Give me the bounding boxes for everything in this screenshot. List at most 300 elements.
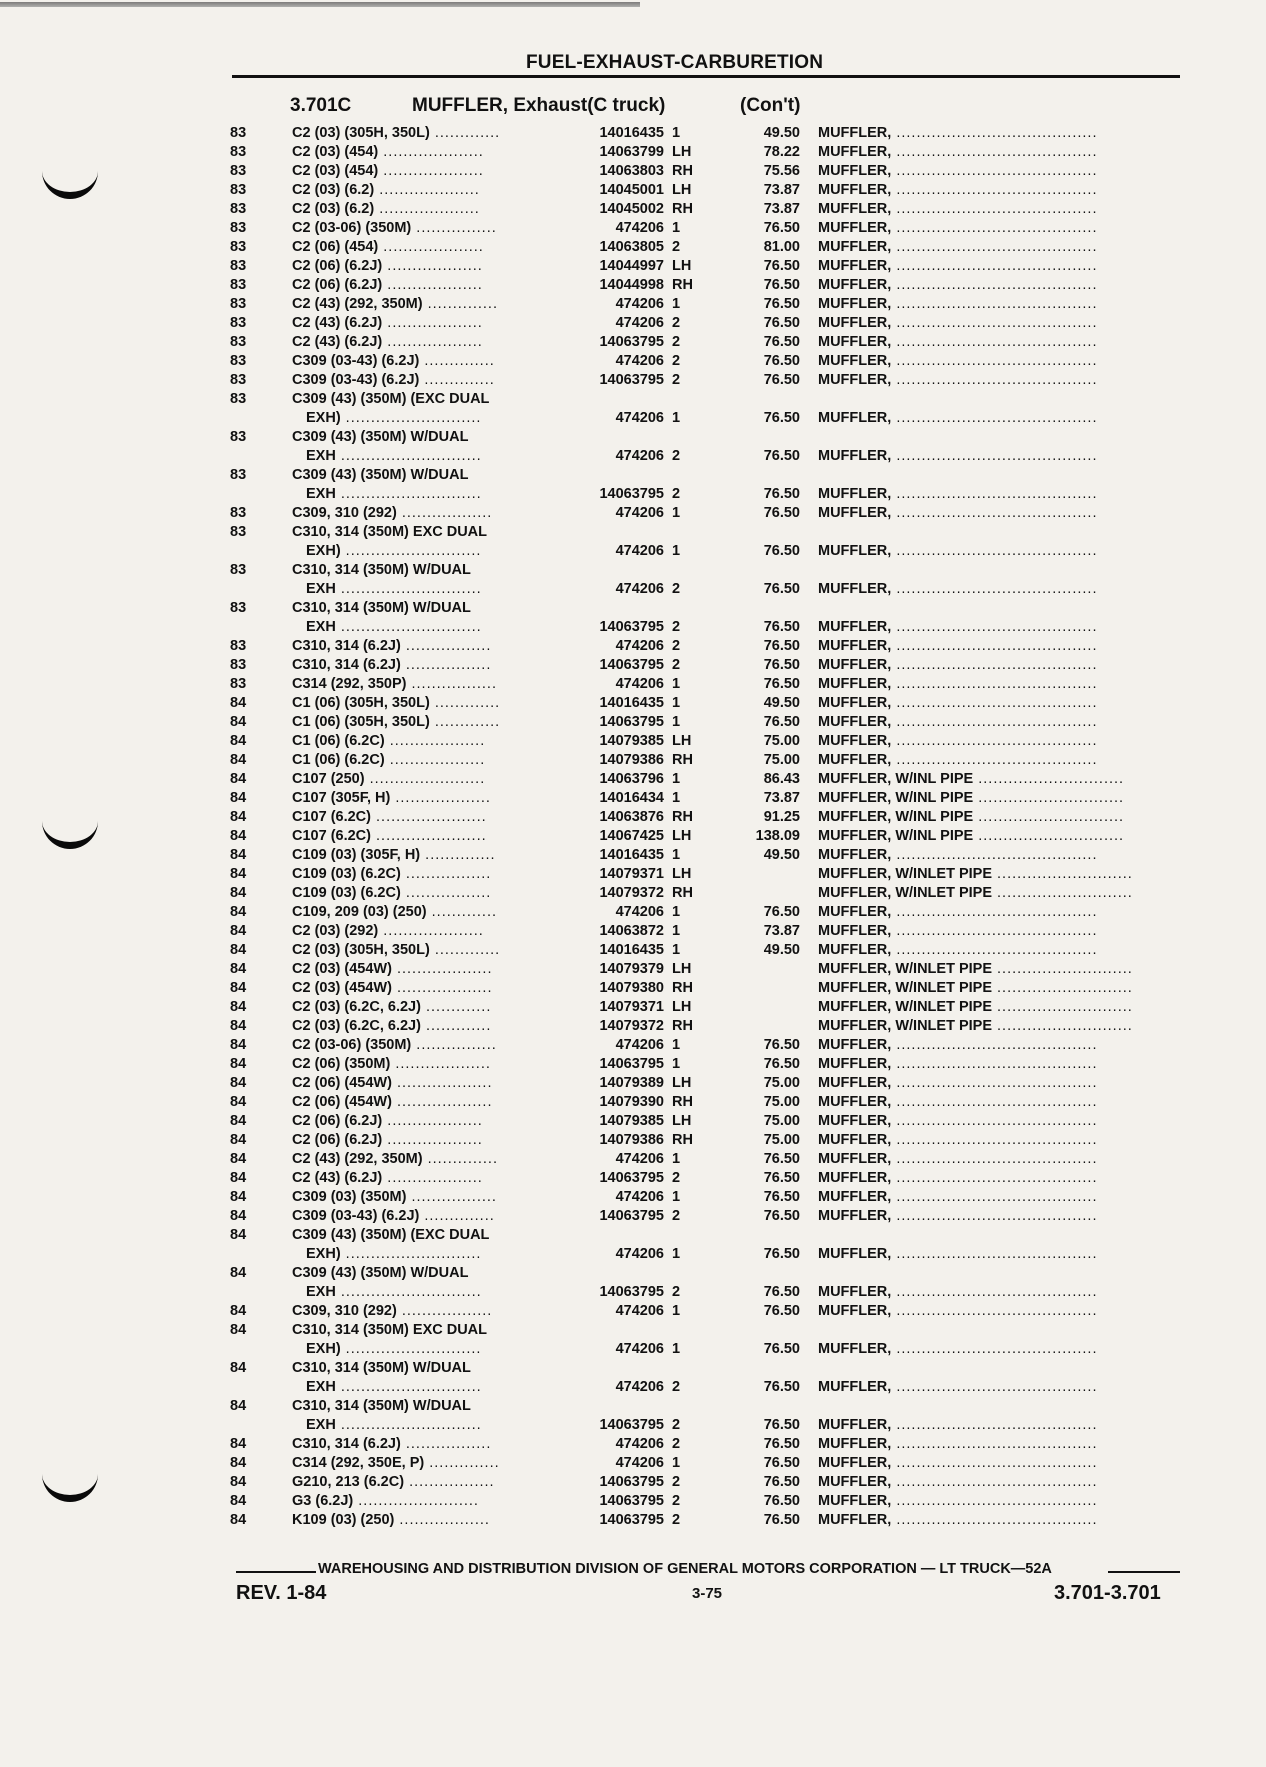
quantity: 1	[672, 543, 681, 559]
table-row	[0, 770, 1266, 789]
figure-number: 83	[230, 467, 247, 483]
figure-number: 84	[230, 809, 247, 825]
quantity: RH	[672, 980, 693, 996]
price: 76.50	[763, 1436, 800, 1452]
description: C2 (06) (454W) ...................	[292, 1094, 493, 1110]
table-row	[0, 1112, 1266, 1131]
description: C2 (03-06) (350M) ................	[292, 1037, 497, 1053]
description-line-1: C310, 314 (350M) EXC DUAL	[292, 524, 488, 540]
part-number: 14079380	[599, 980, 664, 996]
leader-dots: ........................................	[891, 714, 1098, 730]
quantity: 1	[672, 1037, 681, 1053]
part-number: 14016434	[599, 790, 664, 806]
part-name: MUFFLER, ........................................	[818, 1170, 1098, 1186]
description: C109 (03) (305F, H) ..............	[292, 847, 496, 863]
quantity: LH	[672, 1075, 692, 1091]
leader-dots: ..............	[424, 1455, 500, 1471]
part-number: 474206	[615, 1189, 664, 1205]
quantity: 1	[672, 904, 681, 920]
price: 49.50	[763, 942, 800, 958]
price: 76.50	[763, 1379, 800, 1395]
description: C2 (43) (292, 350M) ..............	[292, 1151, 498, 1167]
leader-dots: ........................................	[891, 1037, 1098, 1053]
leader-dots: ....................	[378, 239, 484, 255]
part-number: 14079372	[599, 1018, 664, 1034]
quantity: RH	[672, 1094, 693, 1110]
part-number: 14063805	[599, 239, 664, 255]
part-name: MUFFLER, ........................................	[818, 1151, 1098, 1167]
table-row	[0, 504, 1266, 523]
price: 76.50	[763, 448, 800, 464]
price: 76.50	[763, 372, 800, 388]
part-name: MUFFLER, ........................................	[818, 1303, 1098, 1319]
leader-dots: ...........................	[340, 1341, 482, 1357]
figure-number: 84	[230, 885, 247, 901]
part-number: 14063795	[599, 1493, 664, 1509]
leader-dots: ............................	[335, 1379, 482, 1395]
table-row	[0, 352, 1266, 371]
figure-number: 84	[230, 980, 247, 996]
quantity: 1	[672, 714, 681, 730]
group-title: MUFFLER, Exhaust(C truck)	[412, 95, 666, 116]
quantity: RH	[672, 809, 693, 825]
part-number: 474206	[615, 353, 664, 369]
part-number: 14063796	[599, 771, 664, 787]
part-name: MUFFLER, ........................................	[818, 1436, 1098, 1452]
footer-rule-right	[1108, 1571, 1180, 1573]
leader-dots: ........................................	[891, 334, 1098, 350]
figure-number: 84	[230, 1208, 247, 1224]
quantity: 2	[672, 619, 681, 635]
leader-dots: ........................................	[891, 1075, 1098, 1091]
price: 75.00	[763, 1075, 800, 1091]
quantity: 1	[672, 410, 681, 426]
table-row	[0, 1150, 1266, 1169]
section-range: 3.701-3.701	[1054, 1582, 1161, 1604]
part-number: 14063795	[599, 657, 664, 673]
price: 76.50	[763, 676, 800, 692]
part-number: 14063795	[599, 1170, 664, 1186]
description: C2 (03) (454W) ...................	[292, 961, 493, 977]
table-row	[0, 922, 1266, 941]
leader-dots: ...........................	[992, 980, 1133, 996]
figure-number: 83	[230, 372, 247, 388]
continued-label: (Con't)	[740, 95, 801, 116]
part-name: MUFFLER, ........................................	[818, 1246, 1098, 1262]
table-row	[0, 979, 1266, 998]
leader-dots: ........................................	[891, 239, 1098, 255]
price: 76.50	[763, 1037, 800, 1053]
figure-number: 83	[230, 201, 247, 217]
description: C309 (03-43) (6.2J) ..............	[292, 372, 495, 388]
leader-dots: .................	[400, 885, 492, 901]
leader-dots: ........................................	[891, 581, 1098, 597]
table-row	[0, 1454, 1266, 1473]
quantity: RH	[672, 277, 693, 293]
description-line-1: C310, 314 (350M) EXC DUAL	[292, 1322, 488, 1338]
leader-dots: ....................	[374, 182, 480, 198]
price: 76.50	[763, 1151, 800, 1167]
table-row	[0, 789, 1266, 808]
quantity: LH	[672, 258, 692, 274]
price: 75.00	[763, 752, 800, 768]
part-name: MUFFLER, ........................................	[818, 543, 1098, 559]
quantity: LH	[672, 182, 692, 198]
leader-dots: ........................................	[891, 1512, 1098, 1528]
leader-dots: .................	[406, 676, 497, 692]
leader-dots: ........................................	[891, 486, 1098, 502]
description: C309, 310 (292) ..................	[292, 1303, 493, 1319]
leader-dots: ........................................	[891, 1341, 1098, 1357]
part-name: MUFFLER, ........................................	[818, 163, 1098, 179]
part-number: 14044997	[599, 258, 664, 274]
part-number: 474206	[615, 448, 664, 464]
footer-division: WAREHOUSING AND DISTRIBUTION DIVISION OF GENERAL MOTORS CORPORATION — LT TRUCK—52A	[318, 1561, 1052, 1577]
quantity: 2	[672, 448, 681, 464]
description: EXH) ...........................	[306, 1341, 482, 1357]
figure-number: 84	[230, 1322, 247, 1338]
part-name: MUFFLER, ........................................	[818, 220, 1098, 236]
leader-dots: ..............	[420, 847, 496, 863]
quantity: 2	[672, 1436, 681, 1452]
price: 49.50	[763, 125, 800, 141]
description: EXH) ...........................	[306, 543, 482, 559]
leader-dots: ........................................	[891, 258, 1098, 274]
quantity: 2	[672, 1208, 681, 1224]
leader-dots: ........................................	[891, 410, 1098, 426]
description: C2 (03-06) (350M) ................	[292, 220, 497, 236]
figure-number: 84	[230, 923, 247, 939]
price: 76.50	[763, 1474, 800, 1490]
quantity: RH	[672, 1132, 693, 1148]
leader-dots: .................	[400, 866, 492, 882]
part-number: 474206	[615, 220, 664, 236]
table-row	[0, 219, 1266, 238]
table-row	[0, 903, 1266, 922]
part-name: MUFFLER, ........................................	[818, 1075, 1098, 1091]
description: C2 (03) (305H, 350L) .............	[292, 125, 501, 141]
description-line-1: C310, 314 (350M) W/DUAL	[292, 1398, 471, 1414]
figure-number: 84	[230, 1094, 247, 1110]
price: 76.50	[763, 1170, 800, 1186]
quantity: 2	[672, 581, 681, 597]
part-number: 14016435	[599, 695, 664, 711]
description: C309 (03-43) (6.2J) ..............	[292, 353, 495, 369]
figure-number: 84	[230, 1436, 247, 1452]
leader-dots: ..............	[419, 372, 495, 388]
table-row	[0, 1302, 1266, 1321]
price: 76.50	[763, 1246, 800, 1262]
leader-dots: ........................................	[891, 1455, 1098, 1471]
quantity: LH	[672, 144, 692, 160]
quantity: 1	[672, 847, 681, 863]
description: C309 (03-43) (6.2J) ..............	[292, 1208, 495, 1224]
part-name: MUFFLER, ........................................	[818, 125, 1098, 141]
part-number: 474206	[615, 1246, 664, 1262]
quantity: 2	[672, 638, 681, 654]
part-number: 14063795	[599, 334, 664, 350]
description: C109 (03) (6.2C) .................	[292, 866, 492, 882]
table-row	[0, 865, 1266, 884]
description: C309, 310 (292) ..................	[292, 505, 493, 521]
leader-dots: ...........................	[992, 866, 1133, 882]
description: C2 (06) (6.2J) ...................	[292, 1113, 483, 1129]
price: 75.00	[763, 733, 800, 749]
leader-dots: ...................	[390, 790, 491, 806]
leader-dots: .................	[404, 1474, 495, 1490]
quantity: 2	[672, 239, 681, 255]
quantity: 1	[672, 1151, 681, 1167]
part-name: MUFFLER, ........................................	[818, 1132, 1098, 1148]
price: 76.50	[763, 1303, 800, 1319]
table-row	[0, 960, 1266, 979]
quantity: RH	[672, 201, 693, 217]
quantity: 2	[672, 657, 681, 673]
leader-dots: ........................................	[891, 733, 1098, 749]
figure-number: 84	[230, 733, 247, 749]
description-line-1: C309 (43) (350M) W/DUAL	[292, 467, 469, 483]
leader-dots: ........................................	[891, 1208, 1098, 1224]
leader-dots: .................	[400, 638, 492, 654]
leader-dots: ............................	[335, 619, 482, 635]
table-row	[0, 276, 1266, 295]
leader-dots: ..................	[396, 505, 493, 521]
part-name: MUFFLER, ........................................	[818, 296, 1098, 312]
price: 76.50	[763, 904, 800, 920]
figure-number: 83	[230, 220, 247, 236]
price: 76.50	[763, 486, 800, 502]
quantity: 1	[672, 923, 681, 939]
quantity: 1	[672, 505, 681, 521]
figure-number: 84	[230, 828, 247, 844]
quantity: RH	[672, 1018, 693, 1034]
price: 76.50	[763, 714, 800, 730]
figure-number: 84	[230, 1189, 247, 1205]
description: C2 (06) (6.2J) ...................	[292, 277, 483, 293]
part-name: MUFFLER, ........................................	[818, 505, 1098, 521]
part-number: 474206	[615, 1455, 664, 1471]
part-number: 14079371	[599, 999, 664, 1015]
quantity: RH	[672, 163, 693, 179]
description: C1 (06) (305H, 350L) .............	[292, 695, 501, 711]
table-row	[0, 941, 1266, 960]
description: C2 (43) (6.2J) ...................	[292, 315, 483, 331]
leader-dots: ...................	[382, 277, 483, 293]
leader-dots: ................	[411, 1037, 497, 1053]
leader-dots: ........................................	[891, 296, 1098, 312]
leader-dots: ....................	[378, 923, 484, 939]
table-row	[0, 561, 1266, 599]
price: 75.00	[763, 1113, 800, 1129]
leader-dots: ........................................	[891, 1056, 1098, 1072]
part-number: 14063795	[599, 372, 664, 388]
part-name: MUFFLER, ........................................	[818, 353, 1098, 369]
leader-dots: ........................................	[891, 1189, 1098, 1205]
part-number: 474206	[615, 1151, 664, 1167]
part-name: MUFFLER, ........................................	[818, 334, 1098, 350]
price: 138.09	[755, 828, 800, 844]
figure-number: 84	[230, 1455, 247, 1471]
leader-dots: ...................	[382, 315, 483, 331]
part-name: MUFFLER, ........................................	[818, 638, 1098, 654]
part-number: 474206	[615, 1303, 664, 1319]
figure-number: 84	[230, 695, 247, 711]
part-number: 14063795	[599, 1474, 664, 1490]
part-number: 14063795	[599, 619, 664, 635]
leader-dots: ......................	[370, 809, 487, 825]
description-line-1: C309 (43) (350M) (EXC DUAL	[292, 391, 490, 407]
leader-dots: ........................................	[891, 1493, 1098, 1509]
price: 81.00	[763, 239, 800, 255]
part-name: MUFFLER, ........................................	[818, 315, 1098, 331]
quantity: LH	[672, 999, 692, 1015]
leader-dots: ........................................	[891, 1436, 1098, 1452]
figure-number: 84	[230, 999, 247, 1015]
description: C2 (43) (6.2J) ...................	[292, 1170, 483, 1186]
quantity: 1	[672, 790, 681, 806]
part-name: MUFFLER, ........................................	[818, 1113, 1098, 1129]
leader-dots: ........................	[353, 1493, 479, 1509]
figure-number: 84	[230, 1303, 247, 1319]
description: C314 (292, 350P) .................	[292, 676, 497, 692]
price: 76.50	[763, 277, 800, 293]
quantity: 2	[672, 353, 681, 369]
leader-dots: ............................	[335, 1284, 482, 1300]
parts-list	[0, 124, 1266, 1530]
leader-dots: ........................................	[891, 201, 1098, 217]
leader-dots: ........................................	[891, 448, 1098, 464]
leader-dots: ........................................	[891, 1379, 1098, 1395]
description: C2 (03) (454) ....................	[292, 144, 484, 160]
table-row	[0, 808, 1266, 827]
part-number: 474206	[615, 505, 664, 521]
table-row	[0, 675, 1266, 694]
page-number: 3-75	[692, 1585, 723, 1602]
leader-dots: ........................................	[891, 619, 1098, 635]
leader-dots: ........................................	[891, 125, 1098, 141]
description: C2 (03) (454) ....................	[292, 163, 484, 179]
leader-dots: .............................	[973, 790, 1125, 806]
leader-dots: ........................................	[891, 220, 1098, 236]
description-line-1: C309 (43) (350M) W/DUAL	[292, 1265, 469, 1281]
description: EXH ............................	[306, 1379, 482, 1395]
table-row	[0, 1397, 1266, 1435]
price: 76.50	[763, 296, 800, 312]
figure-number: 84	[230, 1132, 247, 1148]
part-number: 474206	[615, 1037, 664, 1053]
leader-dots: ...........................	[992, 885, 1133, 901]
part-number: 14067425	[599, 828, 664, 844]
leader-dots: ........................................	[891, 847, 1098, 863]
part-number: 14079389	[599, 1075, 664, 1091]
price: 76.50	[763, 657, 800, 673]
part-number: 14079385	[599, 1113, 664, 1129]
price: 76.50	[763, 638, 800, 654]
leader-dots: .............................	[973, 828, 1125, 844]
quantity: 2	[672, 1170, 681, 1186]
part-number: 474206	[615, 1379, 664, 1395]
figure-number: 84	[230, 1037, 247, 1053]
leader-dots: ...........................	[340, 410, 482, 426]
price: 73.87	[763, 182, 800, 198]
figure-number: 84	[230, 904, 247, 920]
part-name: MUFFLER, W/INLET PIPE ...........................	[818, 961, 1133, 977]
description: C2 (03) (454W) ...................	[292, 980, 493, 996]
quantity: 1	[672, 771, 681, 787]
table-row	[0, 1264, 1266, 1302]
price: 78.22	[763, 144, 800, 160]
leader-dots: ...........................	[992, 961, 1133, 977]
part-name: MUFFLER, W/INLET PIPE ...........................	[818, 1018, 1133, 1034]
quantity: 2	[672, 315, 681, 331]
table-row	[0, 656, 1266, 675]
figure-number: 84	[230, 1474, 247, 1490]
leader-dots: ..............	[422, 296, 498, 312]
part-number: 474206	[615, 543, 664, 559]
price: 76.50	[763, 1056, 800, 1072]
part-name: MUFFLER, W/INLET PIPE ...........................	[818, 866, 1133, 882]
section-title: FUEL-EXHAUST-CARBURETION	[526, 52, 824, 73]
leader-dots: ..................	[396, 1303, 493, 1319]
part-name: MUFFLER, ........................................	[818, 923, 1098, 939]
description: C309 (03) (350M) .................	[292, 1189, 497, 1205]
leader-dots: .............................	[973, 771, 1125, 787]
description: EXH) ...........................	[306, 1246, 482, 1262]
description: C2 (06) (454W) ...................	[292, 1075, 493, 1091]
table-row	[0, 1036, 1266, 1055]
price: 76.50	[763, 334, 800, 350]
part-number: 14079385	[599, 733, 664, 749]
scan-edge-mark	[0, 2, 640, 7]
leader-dots: ................	[411, 220, 497, 236]
leader-dots: ...................	[391, 1094, 493, 1110]
leader-dots: ......................	[370, 828, 487, 844]
figure-number: 83	[230, 638, 247, 654]
leader-dots: .............	[429, 942, 501, 958]
description: C2 (03) (292) ....................	[292, 923, 484, 939]
table-row	[0, 1055, 1266, 1074]
price: 49.50	[763, 695, 800, 711]
part-name: MUFFLER, ........................................	[818, 1417, 1098, 1433]
price: 76.50	[763, 1512, 800, 1528]
price: 86.43	[763, 771, 800, 787]
table-row	[0, 428, 1266, 466]
leader-dots: ............................	[335, 1417, 482, 1433]
part-name: MUFFLER, ........................................	[818, 410, 1098, 426]
quantity: RH	[672, 885, 693, 901]
leader-dots: ..................	[394, 1512, 490, 1528]
leader-dots: ..............	[422, 1151, 498, 1167]
part-number: 474206	[615, 676, 664, 692]
table-row	[0, 827, 1266, 846]
description: EXH ............................	[306, 1417, 482, 1433]
part-name: MUFFLER, W/INL PIPE .............................	[818, 771, 1125, 787]
part-name: MUFFLER, ........................................	[818, 1455, 1098, 1471]
leader-dots: .............	[420, 999, 492, 1015]
quantity: 1	[672, 1455, 681, 1471]
part-name: MUFFLER, ........................................	[818, 847, 1098, 863]
leader-dots: ...........................	[992, 1018, 1133, 1034]
part-number: 14063795	[599, 1417, 664, 1433]
description: C107 (305F, H) ...................	[292, 790, 491, 806]
price: 76.50	[763, 619, 800, 635]
leader-dots: .......................	[364, 771, 486, 787]
leader-dots: ...................	[382, 1113, 483, 1129]
table-row	[0, 751, 1266, 770]
part-name: MUFFLER, ........................................	[818, 676, 1098, 692]
part-name: MUFFLER, ........................................	[818, 1056, 1098, 1072]
table-row	[0, 1017, 1266, 1036]
